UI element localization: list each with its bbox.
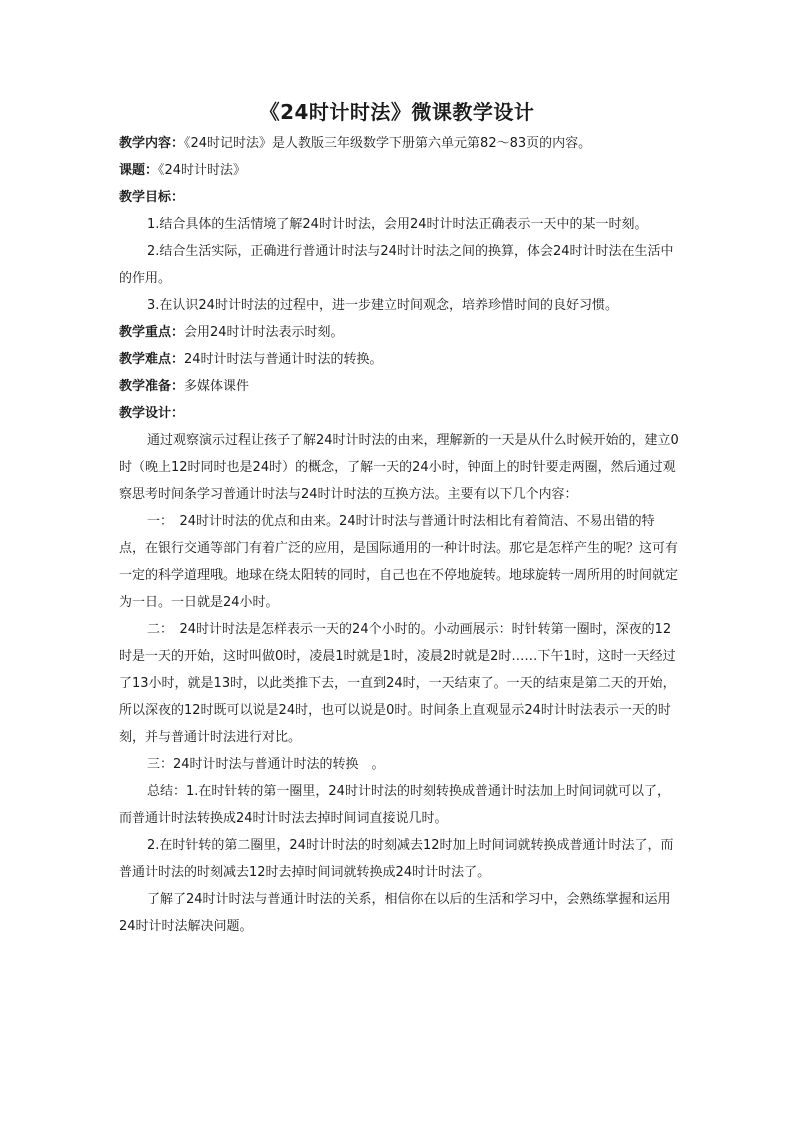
design-paragraph: 2.在时针转的第二圈里，24时计时法的时刻减去12时加上时间词就转换成普通计时法了，而普通计时法的时刻减去12时去掉时间词就转换成24时计时法了。	[119, 838, 674, 880]
topic-line	[119, 157, 679, 184]
difficulty-label: 教学难点：	[119, 352, 185, 367]
topic-label: 课题：	[119, 163, 159, 178]
preparation-line	[119, 373, 679, 400]
design-label: 教学设计：	[119, 406, 185, 421]
design-paragraph: 总结：1.在时针转的第一圈里，24时计时法的时刻转换成普通计时法加上时间词就可以了，而普通计时法转换成24时计时法去掉时间词直接说几时。	[119, 784, 670, 826]
topic-text: 《24时计时法》	[158, 163, 247, 178]
difficulty-text: 24时计时法与普通计时法的转换。	[184, 352, 383, 367]
design-paragraph: 通过观察演示过程让孩子了解24时计时法的由来，理解新的一天是从什么时候开始的，建立0时（晚上12时同时也是24时）的概念，了解一天的24小时，钟面上的时针要走两圈，然后通过观察思考时间条学习普通计时法与24时计时法的互换方法。主要有以下几个内容：	[119, 433, 679, 502]
teaching-content-text: 《24时记时法》是人教版三年级数学下册第六单元第82～83页的内容。	[184, 136, 592, 151]
preparation-text: 多媒体课件	[184, 379, 250, 394]
document-body	[119, 130, 679, 940]
objective-item: 1.结合具体的生活情境了解24时计时法，会用24时计时法正确表示一天中的某一时刻。	[147, 217, 648, 232]
design-paragraph: 了解了24时计时法与普通计时法的关系，相信你在以后的生活和学习中，会熟练掌握和运用24时计时法解决问题。	[119, 892, 671, 934]
key-point-text: 会用24时计时法表示时刻。	[184, 325, 344, 340]
objectives-label: 教学目标：	[119, 190, 185, 205]
key-point-line	[119, 319, 679, 346]
design-heading	[119, 400, 679, 427]
objectives-heading	[119, 184, 679, 211]
teaching-content-label: 教学内容：	[119, 136, 185, 151]
document-title: 《24时计时法》微课教学设计	[259, 100, 535, 124]
preparation-label: 教学准备：	[119, 379, 185, 394]
objective-item: 3.在认识24时计时法的过程中，进一步建立时间观念，培养珍惜时间的良好习惯。	[147, 298, 618, 313]
teaching-content-line	[119, 130, 679, 157]
design-paragraph: 二： 24时计时法是怎样表示一天的24个小时的。小动画展示：时针转第一圈时，深夜的12时是一天的开始，这时叫做0时，凌晨1时就是1时，凌晨2时就是2时……下午1时，这时一天经过了13小时，就是13时，以此类推下去，一直到24时，一天结束了。一天的结束是第二天的开始，所以深夜的12时既可以说是24时，也可以说是0时。时间条上直观显示24时计时法表示一天的时刻，并与普通计时法进行对比。	[119, 622, 676, 745]
difficulty-line	[119, 346, 679, 373]
key-point-label: 教学重点：	[119, 325, 185, 340]
design-paragraph: 三：24时计时法与普通计时法的转换 。	[147, 757, 385, 772]
objective-item: 2.结合生活实际，正确进行普通计时法与24时计时法之间的换算，体会24时计时法在生活中的作用。	[119, 244, 674, 286]
design-paragraph: 一： 24时计时法的优点和由来。24时计时法与普通计时法相比有着简洁、不易出错的特点，在银行交通等部门有着广泛的应用，是国际通用的一种计时法。那它是怎样产生的呢？这可有一定的科学道理哦。地球在绕太阳转的同时，自己也在不停地旋转。地球旋转一周所用的时间就定为一日。一日就是24小时。	[119, 514, 679, 610]
